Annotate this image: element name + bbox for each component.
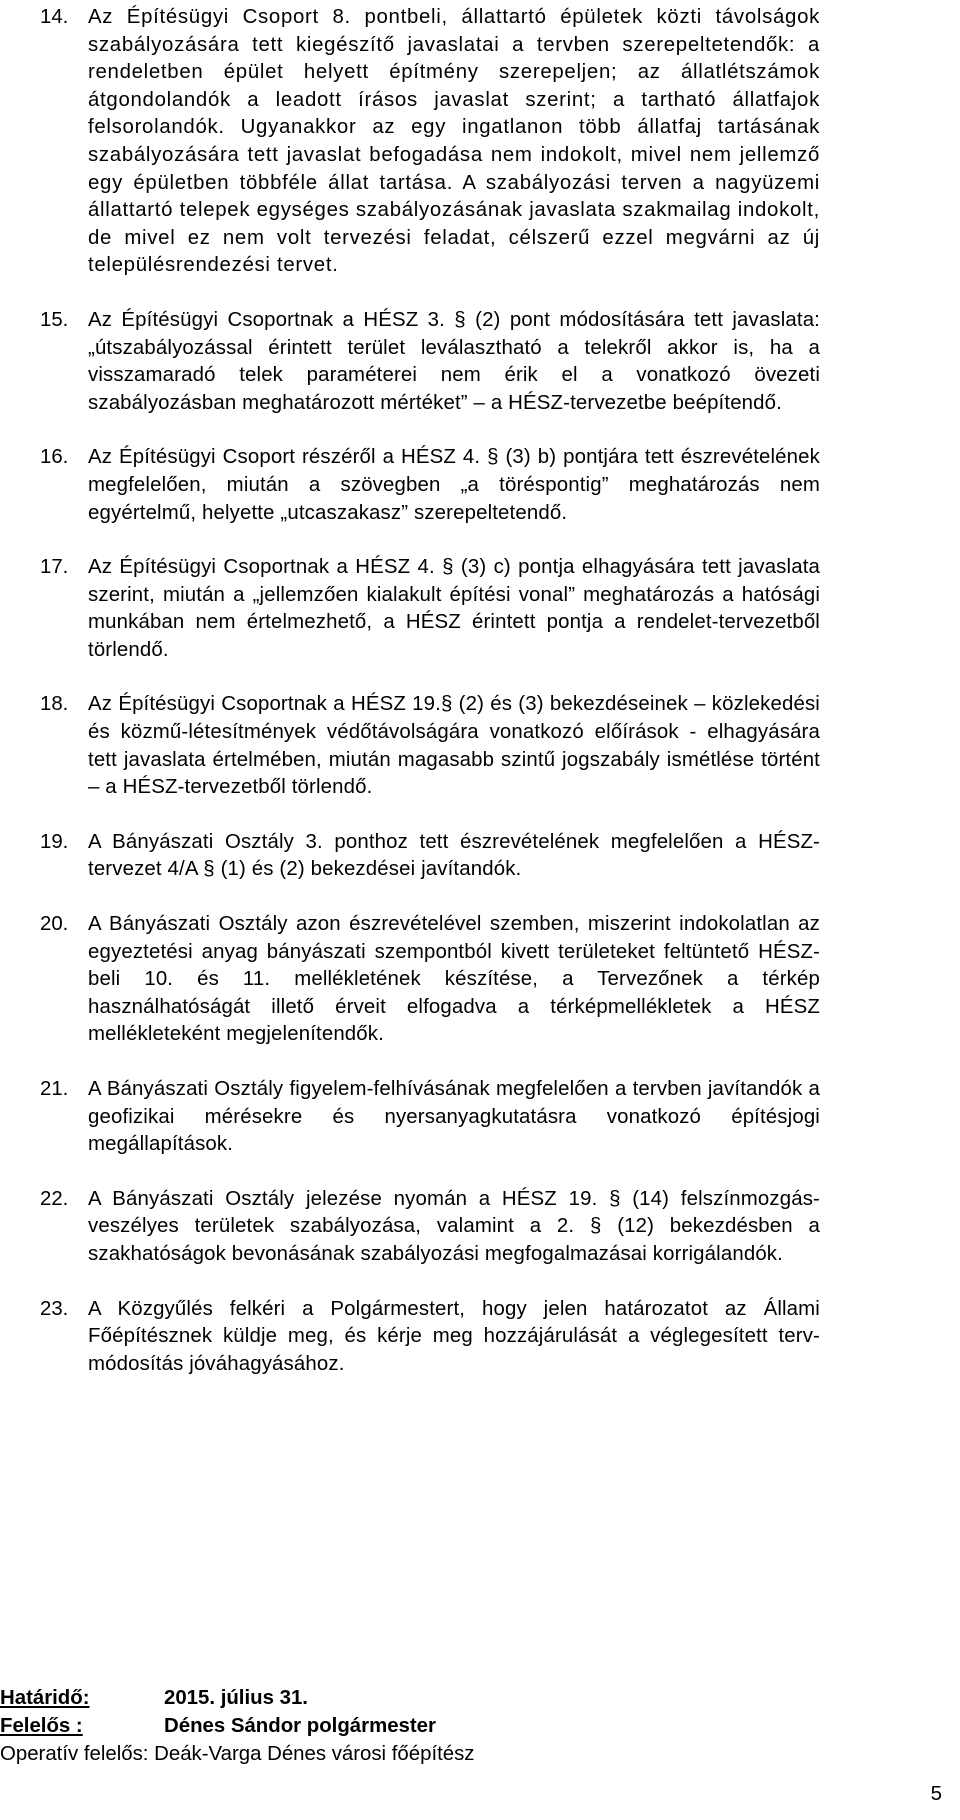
item-text: A Bányászati Osztály jelezése nyomán a HÉSZ 19. § (14) felszínmozgás-veszélyes területek szabályozása, valamint a 2. § (12) bekezdésben a szakhatóságok bevonásának szabályozási megfogalmazásai korrigálandók.	[88, 1187, 820, 1265]
list-item	[40, 911, 820, 1049]
item-number: 18.	[40, 693, 69, 716]
operative-responsible: Operatív felelős: Deák-Varga Dénes városi főépítész	[0, 1743, 475, 1765]
item-text: Az Építésügyi Csoport részéről a HÉSZ 4. § (3) b) pontjára tett észrevételének megfelelően, miután a szövegben „a töréspontig” meghatározás nem egyértelmű, helyette „utcaszakasz” szerepeltetendő.	[88, 446, 820, 524]
item-number: 21.	[40, 1078, 69, 1100]
item-number: 17.	[40, 556, 69, 579]
item-text: A Közgyűlés felkéri a Polgármestert, hogy jelen határozatot az Állami Főépítésznek küldje meg, és kérje meg hozzájárulását a véglegesített terv-módosítás jóváhagyásához.	[88, 1297, 820, 1375]
resolution-footer	[0, 1684, 960, 1768]
responsible-row	[0, 1712, 960, 1740]
item-number: 14.	[40, 6, 69, 28]
deadline-row	[0, 1684, 960, 1712]
list-item	[40, 307, 820, 417]
list-item	[40, 1076, 820, 1159]
list-item	[40, 691, 820, 801]
item-number: 19.	[40, 830, 69, 853]
item-text: Az Építésügyi Csoport 8. pontbeli, állattartó épületek közti távolságok szabályozására tett kiegészítő javaslatai a tervben szerepeltetendők: a rendeletben épület helyett építmény szerepeljen; az állatlétszámok átgondolandók a leadott írásos javaslat szerint; a tartható állatfajok felsorolandók. Ugyanakkor az egy ingatlanon több állatfaj tartásának szabályozására tett javaslat befogadása nem indokolt, mivel nem jellemző egy épületben többféle állat tartása. A szabályozási terven a nagyüzemi állattartó telepek egységes szabályozásának javaslata szakmailag indokolt, de mivel ez nem volt tervezési feladat, célszerű ezzel megvárni az új településrendezési tervet.	[88, 6, 820, 277]
item-text: Az Építésügyi Csoportnak a HÉSZ 19.§ (2) és (3) bekezdéseinek – közlekedési és közmű-létesítmények védőtávolságára vonatkozó előírások - elhagyására tett javaslata értelmében, miután magasabb szintű jogszabály ismétlése történt – a HÉSZ-tervezetből törlendő.	[88, 693, 820, 799]
item-number: 16.	[40, 446, 69, 469]
numbered-items	[40, 4, 820, 1405]
deadline-value: 2015. július 31.	[164, 1687, 308, 1709]
operative-row	[0, 1740, 960, 1768]
list-item	[40, 4, 820, 280]
responsible-value: Dénes Sándor polgármester	[164, 1715, 436, 1737]
list-item	[40, 1296, 820, 1379]
item-text: A Bányászati Osztály figyelem-felhívásának megfelelően a tervben javítandók a geofizikai mérésekre és nyersanyagkutatásra vonatkozó építésjogi megállapítások.	[88, 1078, 820, 1156]
list-item	[40, 1186, 820, 1269]
list-item	[40, 554, 820, 664]
responsible-label: Felelős :	[0, 1715, 83, 1737]
item-number: 15.	[40, 308, 69, 331]
item-text: A Bányászati Osztály 3. ponthoz tett észrevételének megfelelően a HÉSZ-tervezet 4/A § (1) és (2) bekezdései javítandók.	[88, 830, 820, 881]
item-text: A Bányászati Osztály azon észrevételével szemben, miszerint indokolatlan az egyeztetési anyag bányászati szempontból kivett területeket feltüntető HÉSZ-beli 10. és 11. mellékletének készítése, a Tervezőnek a térkép használhatóságát illető érveit elfogadva a térképmellékletek a HÉSZ mellékleteként megjelenítendők.	[88, 913, 820, 1046]
item-number: 20.	[40, 913, 69, 936]
deadline-label: Határidő:	[0, 1687, 90, 1709]
list-item	[40, 444, 820, 527]
item-text: Az Építésügyi Csoportnak a HÉSZ 3. § (2) pont módosítására tett javaslata: „útszabályozással érintett terület leválasztható a telekről akkor is, ha a visszamaradó telek paraméterei nem érik el a vonatkozó övezeti szabályozásban meghatározott mértéket” – a HÉSZ-tervezetbe beépítendő.	[88, 308, 820, 414]
list-item	[40, 829, 820, 884]
item-number: 22.	[40, 1187, 69, 1210]
item-text: Az Építésügyi Csoportnak a HÉSZ 4. § (3) c) pontja elhagyására tett javaslata szerint, miután a „jellemzően kialakult építési vonal” meghatározás a hatósági munkában nem értelmezhető, a HÉSZ érintett pontja a rendelet-tervezetből törlendő.	[88, 556, 820, 661]
item-number: 23.	[40, 1297, 69, 1320]
page-number: 5	[930, 1783, 942, 1805]
